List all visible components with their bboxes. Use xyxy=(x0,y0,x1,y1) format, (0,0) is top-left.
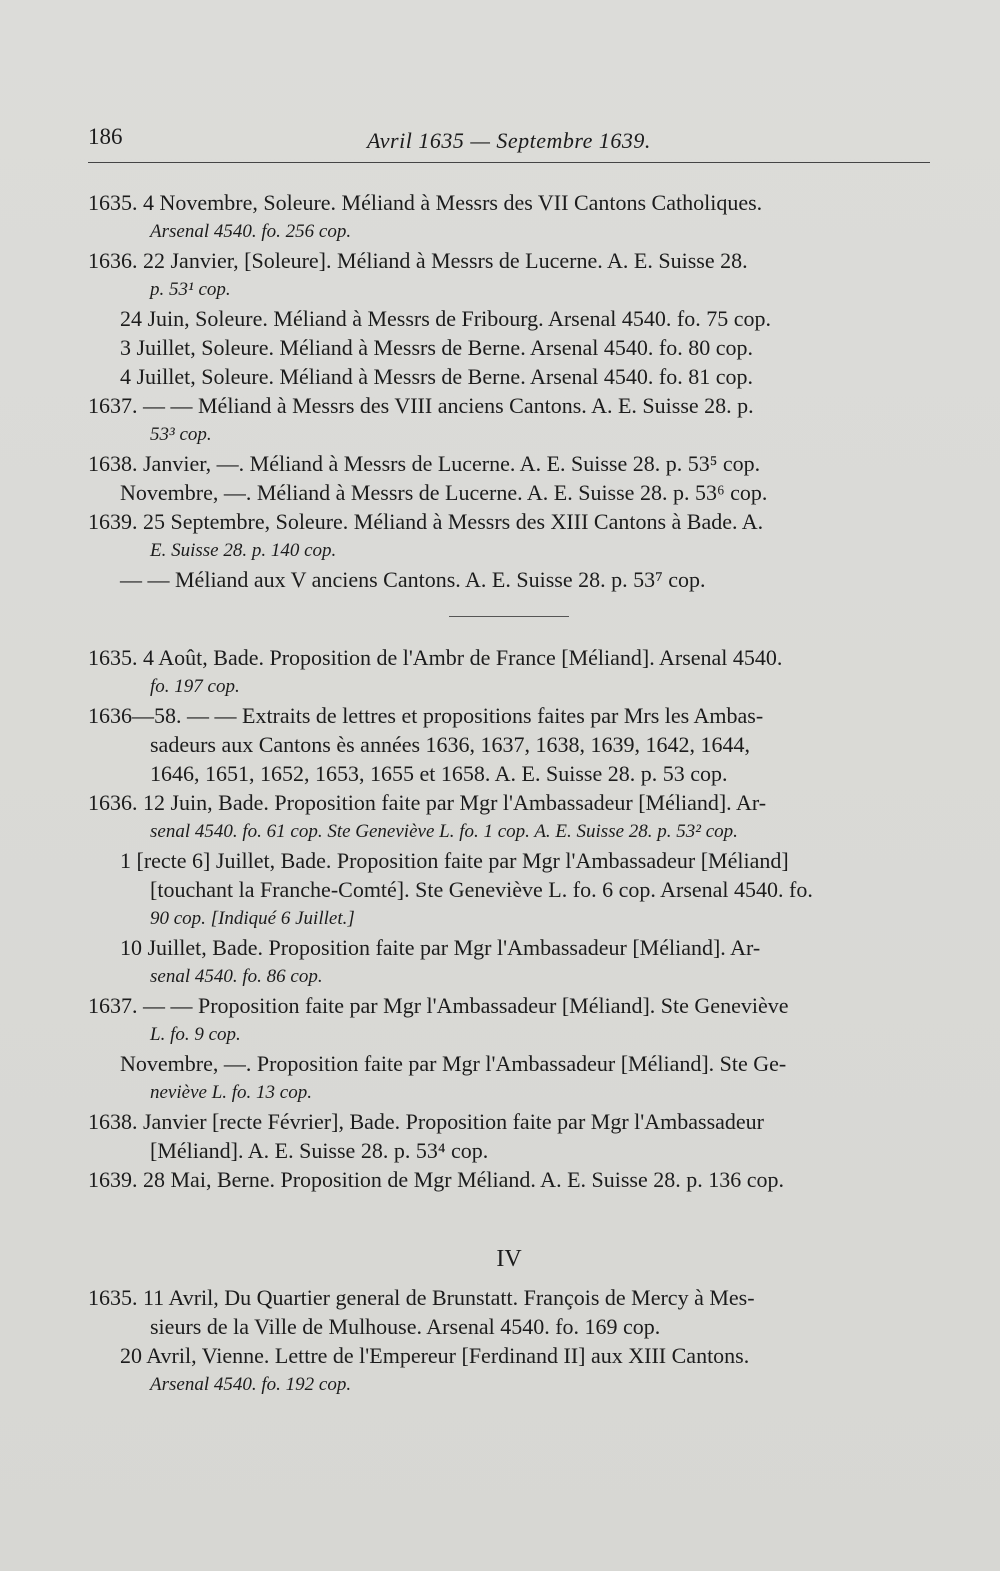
entry-line: 1638. Janvier, —. Méliand à Messrs de Lucerne. A. E. Suisse 28. p. 53⁵ cop. xyxy=(88,451,761,476)
entry-line: Arsenal 4540. fo. 256 cop. xyxy=(150,221,352,242)
entry xyxy=(88,304,930,333)
entry-line: 1637. — — Méliand à Messrs des VIII anciens Cantons. A. E. Suisse 28. p. xyxy=(88,393,754,418)
entry-line: 1635. 11 Avril, Du Quartier general de Brunstatt. François de Mercy à Mes- xyxy=(88,1285,755,1310)
entry-line: 1635. 4 Août, Bade. Proposition de l'Ambr de France [Méliand]. Arsenal 4540. xyxy=(88,645,783,670)
entry-line: 1639. 25 Septembre, Soleure. Méliand à Messrs des XIII Cantons à Bade. A. xyxy=(88,509,764,534)
entry-line: 1635. 4 Novembre, Soleure. Méliand à Messrs des VII Cantons Catholiques. xyxy=(88,190,763,215)
entry xyxy=(88,933,930,991)
page-content xyxy=(88,188,930,1399)
section-letters xyxy=(88,188,930,594)
entry-line: E. Suisse 28. p. 140 cop. xyxy=(150,540,337,561)
entry-line: Novembre, —. Méliand à Messrs de Lucerne. A. E. Suisse 28. p. 53⁶ cop. xyxy=(120,480,768,505)
entry-line: 1 [recte 6] Juillet, Bade. Proposition faite par Mgr l'Ambassadeur [Méliand] xyxy=(120,848,789,873)
entry-line: 4 Juillet, Soleure. Méliand à Messrs de Berne. Arsenal 4540. fo. 81 cop. xyxy=(120,364,753,389)
entry xyxy=(88,1341,930,1399)
entry xyxy=(88,1049,930,1107)
entry-line: 1639. 28 Mai, Berne. Proposition de Mgr Méliand. A. E. Suisse 28. p. 136 cop. xyxy=(88,1167,785,1192)
entry xyxy=(88,1283,930,1341)
entry xyxy=(88,846,930,933)
page-number: 186 xyxy=(88,124,123,149)
entry xyxy=(88,1107,930,1165)
entry xyxy=(88,991,930,1049)
entry xyxy=(88,362,930,391)
entry-line: — — Méliand aux V anciens Cantons. A. E. Suisse 28. p. 53⁷ cop. xyxy=(120,567,706,592)
entry xyxy=(88,1165,930,1194)
entry xyxy=(88,246,930,304)
entry xyxy=(88,507,930,565)
entry xyxy=(88,333,930,362)
entry-line: 24 Juin, Soleure. Méliand à Messrs de Fribourg. Arsenal 4540. fo. 75 cop. xyxy=(120,306,771,331)
entry-line: Novembre, —. Proposition faite par Mgr l'Ambassadeur [Méliand]. Ste Ge- xyxy=(120,1051,787,1076)
entry xyxy=(88,391,930,449)
entry-line: 1636. 22 Janvier, [Soleure]. Méliand à Messrs de Lucerne. A. E. Suisse 28. xyxy=(88,248,748,273)
entry-line: 1636—58. — — Extraits de lettres et propositions faites par Mrs les Ambas- xyxy=(88,703,764,728)
entry-line: neviève L. fo. 13 cop. xyxy=(150,1082,312,1103)
entry-line: 20 Avril, Vienne. Lettre de l'Empereur [Ferdinand II] aux XIII Cantons. xyxy=(120,1343,750,1368)
section-iv-entries xyxy=(88,1283,930,1399)
entry-line: senal 4540. fo. 61 cop. Ste Geneviève L. fo. 1 cop. A. E. Suisse 28. p. 53² cop. xyxy=(150,821,738,842)
entry-line: 53³ cop. xyxy=(150,424,212,445)
entry xyxy=(88,449,930,478)
section-number: IV xyxy=(496,1246,522,1272)
entry-line: 90 cop. [Indiqué 6 Juillet.] xyxy=(150,908,355,929)
entry xyxy=(88,478,930,507)
entry xyxy=(88,643,930,701)
entry-line: fo. 197 cop. xyxy=(150,676,240,697)
entry-line: 1636. 12 Juin, Bade. Proposition faite par Mgr l'Ambassadeur [Méliand]. Ar- xyxy=(88,790,767,815)
entry xyxy=(88,788,930,846)
entry-line: sadeurs aux Cantons ès années 1636, 1637, 1638, 1639, 1642, 1644, xyxy=(150,732,751,757)
entry-line: senal 4540. fo. 86 cop. xyxy=(150,966,323,987)
section-divider xyxy=(449,616,569,617)
entry-line: 3 Juillet, Soleure. Méliand à Messrs de Berne. Arsenal 4540. fo. 80 cop. xyxy=(120,335,753,360)
entry-line: [Méliand]. A. E. Suisse 28. p. 53⁴ cop. xyxy=(150,1138,489,1163)
page-header xyxy=(88,122,930,163)
entry-line: sieurs de la Ville de Mulhouse. Arsenal 4540. fo. 169 cop. xyxy=(150,1314,661,1339)
entry-line: p. 53¹ cop. xyxy=(150,279,231,300)
entry-line: Arsenal 4540. fo. 192 cop. xyxy=(150,1374,352,1395)
entry-line: [touchant la Franche-Comté]. Ste Geneviève L. fo. 6 cop. Arsenal 4540. fo. xyxy=(150,877,813,902)
running-title: Avril 1635 — Septembre 1639. xyxy=(367,128,651,153)
section-propositions xyxy=(88,643,930,1194)
entry-line: 1646, 1651, 1652, 1653, 1655 et 1658. A. E. Suisse 28. p. 53 cop. xyxy=(150,761,728,786)
entry-line: L. fo. 9 cop. xyxy=(150,1024,241,1045)
entry xyxy=(88,565,930,594)
entry-line: 1638. Janvier [recte Février], Bade. Proposition faite par Mgr l'Ambassadeur xyxy=(88,1109,764,1134)
entry-line: 1637. — — Proposition faite par Mgr l'Ambassadeur [Méliand]. Ste Geneviève xyxy=(88,993,789,1018)
entry-line: 10 Juillet, Bade. Proposition faite par Mgr l'Ambassadeur [Méliand]. Ar- xyxy=(120,935,761,960)
entry xyxy=(88,701,930,788)
entry xyxy=(88,188,930,246)
